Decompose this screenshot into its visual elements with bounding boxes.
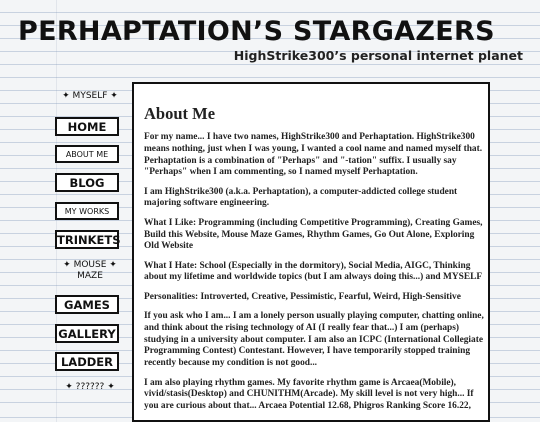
site-title: PERHAPTATION’S STARGAZERS bbox=[18, 16, 495, 47]
paragraph-who-i-am: If you ask who I am... I am a lonely person usually playing computer, chatting online, and think about the rising technology of AI (I really fear that...) I am (perhaps) studying in a university about computer. I am also an ICPC (International Collegiate Programming Contest) Contestant. However, I have temporarily stopped training recently because my condition is not good... bbox=[144, 311, 484, 369]
section-heading-mouse-maze: ✦ MOUSE ✦ bbox=[63, 260, 117, 270]
nav-ladder-button[interactable]: LADDER bbox=[55, 352, 119, 371]
about-text bbox=[144, 132, 484, 420]
paragraph-likes: What I Like: Programming (including Competitive Programming), Creating Games, Build this Website, Mouse Maze Games, Rhythm Games, Go Out Alone, Exploring Old Website bbox=[144, 217, 483, 252]
nav-trinkets-button[interactable]: TRINKETS bbox=[55, 230, 119, 249]
nav-about-me-button[interactable]: ABOUT ME bbox=[55, 145, 119, 163]
section-heading-mouse-maze-line2: MAZE bbox=[77, 271, 103, 281]
paragraph-personalities: Personalities: Introverted, Creative, Pessimistic, Fearful, Weird, High-Sensitive bbox=[144, 291, 461, 302]
nav-games-button[interactable]: GAMES bbox=[55, 295, 119, 314]
section-heading-unknown: ✦ ?????? ✦ bbox=[65, 382, 115, 392]
nav-blog-button[interactable]: BLOG bbox=[55, 173, 119, 192]
nav-gallery-button[interactable]: GALLERY bbox=[55, 324, 119, 343]
paragraph-rhythm-games: I am also playing rhythm games. My favorite rhythm game is Arcaea(Mobile), vivid/stasis(Desktop) and CHUNITHM(Arcade). My skill level is not very high... If you are curious about that... Arcaea Potential 12.68, Phigros Ranking Score 16.22, bbox=[144, 377, 474, 412]
page-title: About Me bbox=[144, 104, 216, 123]
paragraph-intro: I am HighStrike300 (a.k.a. Perhaptation), a computer-addicted college student majoring software engineering. bbox=[144, 186, 458, 209]
section-heading-myself: ✦ MYSELF ✦ bbox=[62, 91, 118, 101]
paragraph-name: For my name... I have two names, HighStrike300 and Perhaptation. HighStrike300 means nothing, just when I was young, I wanted a cool name and named myself that. Perhaptation is a combination of "Perhaps" and "-tation" suffix. I usually say "Perhaps" when I am commenting, so I named myself Perhaptation. bbox=[144, 132, 483, 178]
paragraph-hates: What I Hate: School (Especially in the dormitory), Social Media, AIGC, Thinking about my lifetime and worldwide topics (but I am always doing this...) and MYSELF bbox=[144, 260, 483, 283]
nav-my-works-button[interactable]: MY WORKS bbox=[55, 202, 119, 220]
nav-home-button[interactable]: HOME bbox=[55, 117, 119, 136]
site-subtitle: HighStrike300’s personal internet planet bbox=[233, 48, 523, 63]
main-content-panel bbox=[132, 82, 490, 422]
